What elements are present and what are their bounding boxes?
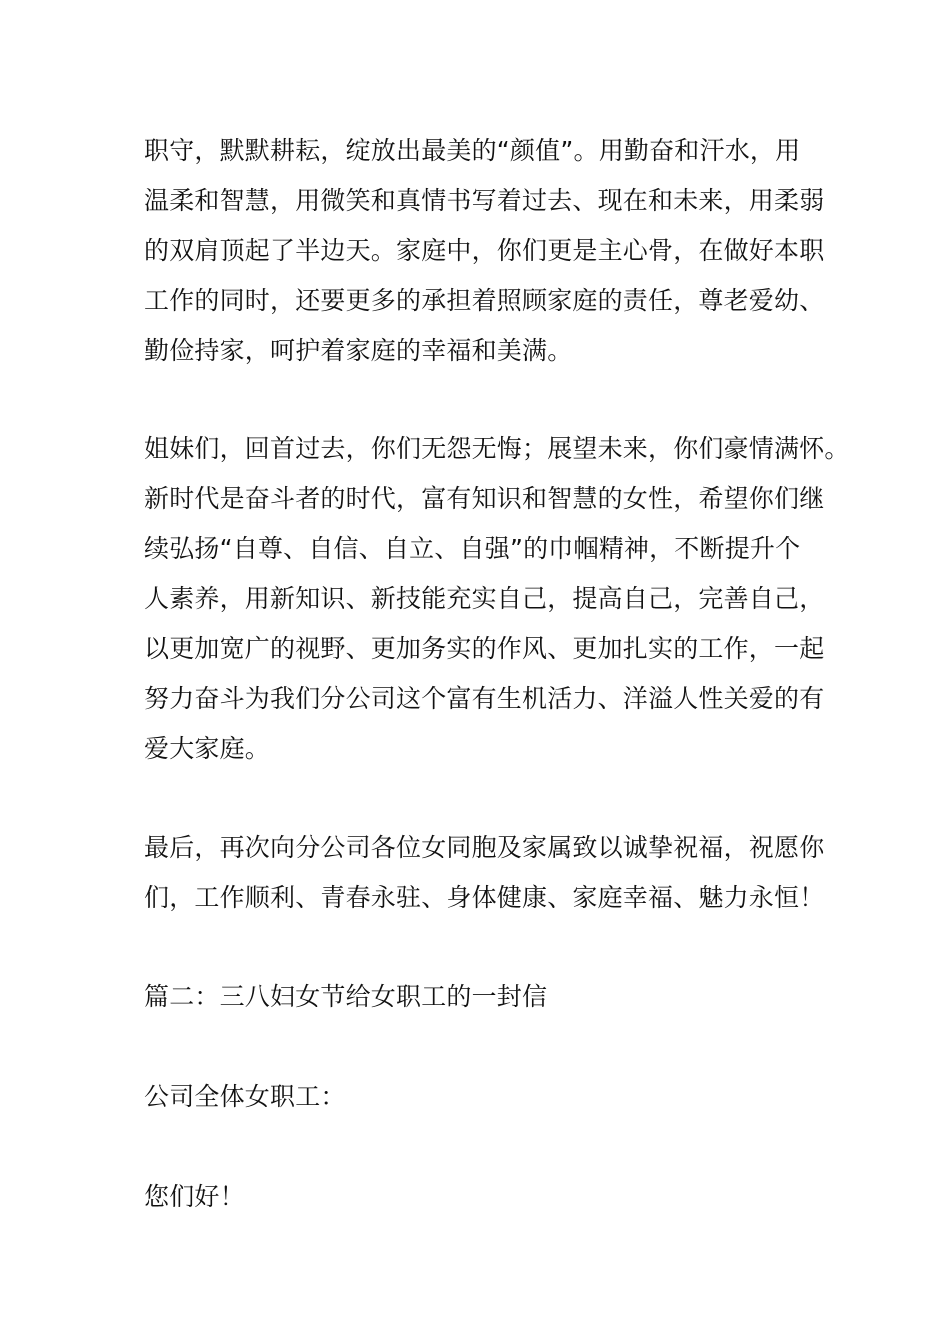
paragraph-line: 们，工作顺利、青春永驻、身体健康、家庭幸福、魅力永恒！ <box>144 883 825 912</box>
paragraph-closing <box>144 823 824 923</box>
paragraph-line: 新时代是奋斗者的时代，富有知识和智慧的女性，希望你们继 <box>144 484 825 513</box>
section-heading-text: 篇二：三八妇女节给女职工的一封信 <box>144 982 548 1011</box>
paragraph-duty <box>144 126 824 376</box>
paragraph-line: 职守，默默耕耘，绽放出最美的“颜值”。用勤奋和汗水，用 <box>144 136 801 165</box>
paragraph-sisters <box>144 424 850 774</box>
paragraph-line: 人素养，用新知识、新技能充实自己，提高自己，完善自己， <box>144 584 825 613</box>
salutation-text: 公司全体女职工： <box>144 1082 346 1111</box>
paragraph-line: 温柔和智慧，用微笑和真情书写着过去、现在和未来，用柔弱 <box>144 186 825 215</box>
paragraph-line: 最后，再次向分公司各位女同胞及家属致以诚挚祝福，祝愿你 <box>144 833 825 862</box>
paragraph-line: 努力奋斗为我们分公司这个富有生机活力、洋溢人性关爱的有 <box>144 684 825 713</box>
section-heading <box>144 972 824 1022</box>
paragraph-line: 爱大家庭。 <box>144 734 271 763</box>
paragraph-line: 以更加宽广的视野、更加务实的作风、更加扎实的工作，一起 <box>144 634 825 663</box>
paragraph-line: 姐妹们，回首过去，你们无怨无悔；展望未来，你们豪情满怀。 <box>144 434 850 463</box>
greeting-text: 您们好！ <box>144 1182 245 1211</box>
letter-salutation <box>144 1072 824 1122</box>
paragraph-line: 工作的同时，还要更多的承担着照顾家庭的责任，尊老爱幼、 <box>144 286 825 315</box>
paragraph-line: 续弘扬“自尊、自信、自立、自强”的巾帼精神，不断提升个 <box>144 534 801 563</box>
paragraph-line: 勤俭持家，呵护着家庭的幸福和美满。 <box>144 336 573 365</box>
letter-greeting <box>144 1172 824 1222</box>
paragraph-line: 的双肩顶起了半边天。家庭中，你们更是主心骨，在做好本职 <box>144 236 825 265</box>
